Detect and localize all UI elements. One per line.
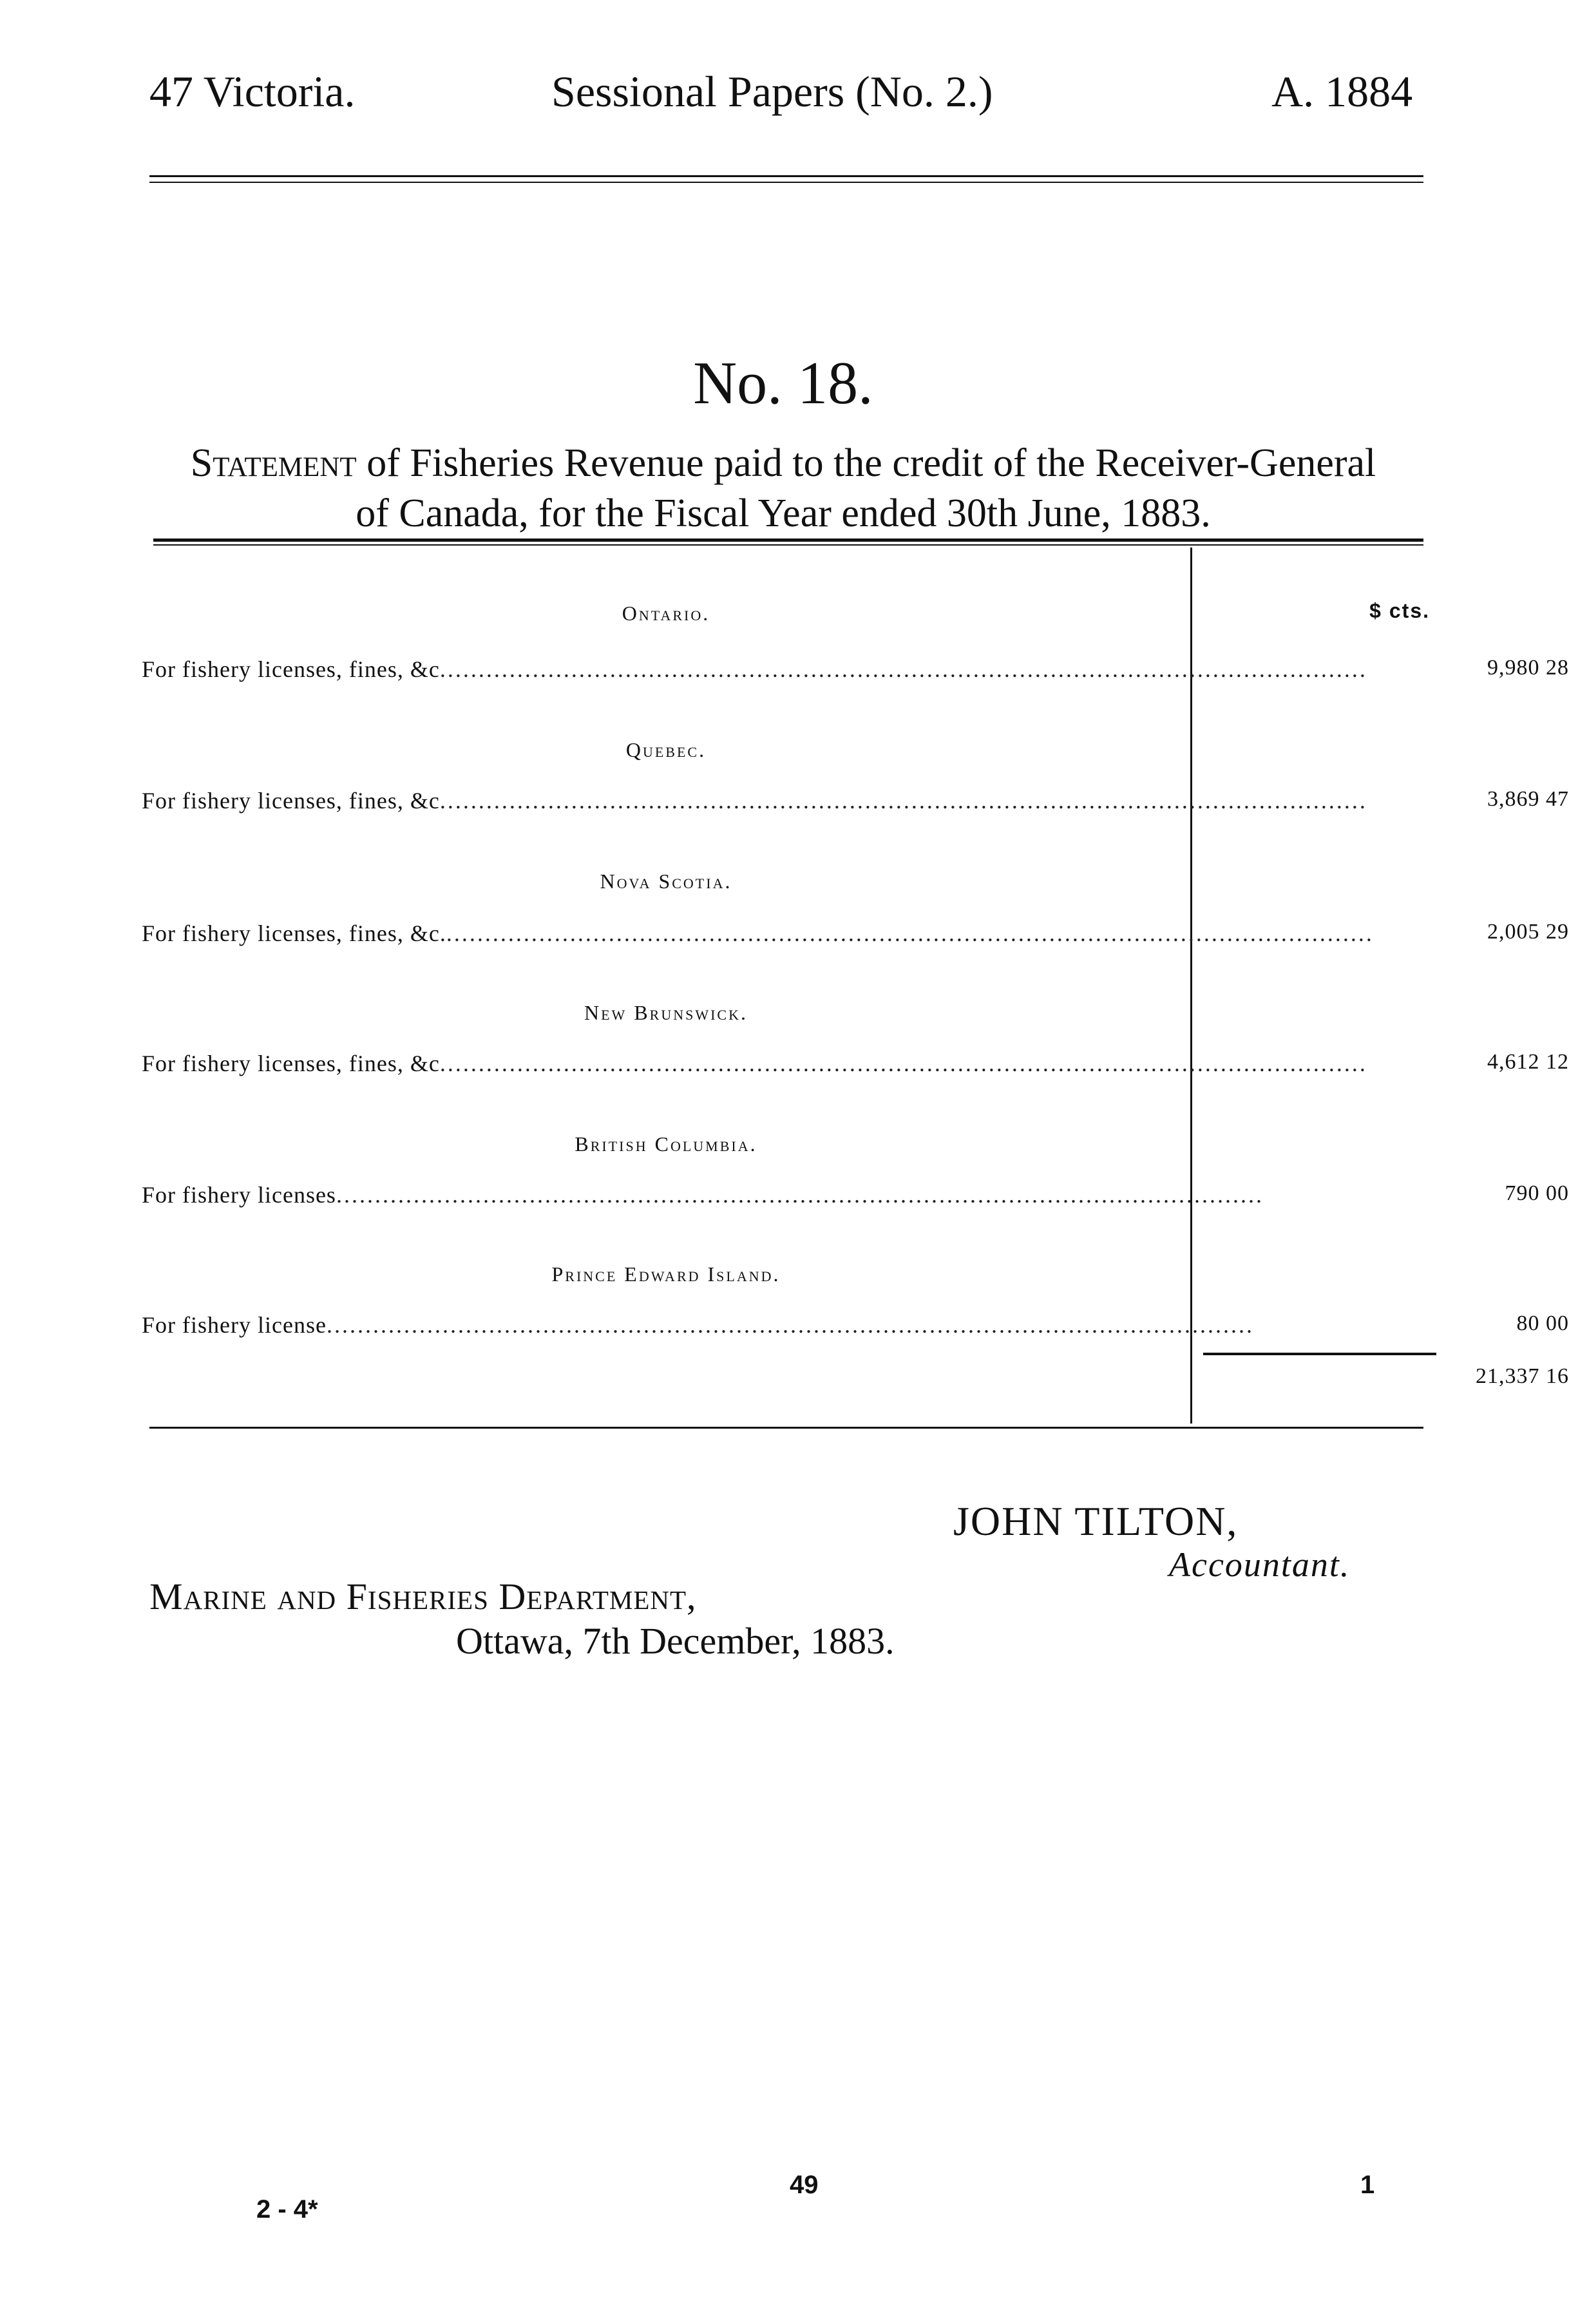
province-new-brunswick: New Brunswick. (584, 1001, 748, 1024)
leader-dots: ........................................................................................................................ (326, 1312, 1254, 1338)
statement-heading (129, 438, 1438, 538)
leader-dots: ........................................................................................................................ (439, 1051, 1367, 1076)
table-rule-bottom (149, 1427, 1423, 1429)
header-year: A. 1884 (1271, 67, 1413, 116)
leader-dots: ........................................................................................................................ (446, 920, 1374, 946)
table-row (142, 787, 1367, 814)
header-rule-bottom (149, 182, 1423, 183)
row-label: For fishery licenses, fines, &c (142, 788, 440, 814)
row-label: For fishery licenses (142, 1182, 336, 1208)
statement-lead: Statement (190, 441, 357, 485)
statement-line1: of Fisheries Revenue paid to the credit of the Receiver-General (356, 441, 1376, 485)
dateline: Ottawa, 7th December, 1883. (456, 1620, 895, 1662)
amount-ontario: 9,980 28 (1487, 656, 1569, 680)
leader-dots: ........................................................................................................................ (336, 1182, 1264, 1208)
province-british-columbia: British Columbia. (575, 1132, 757, 1156)
table-row (142, 1050, 1367, 1077)
header-volume: 47 Victoria. (149, 67, 356, 116)
amount-new-brunswick: 4,612 12 (1487, 1050, 1569, 1074)
leader-dots: ........................................................................................................................ (439, 656, 1367, 682)
signatory-name: JOHN TILTON, (953, 1498, 1239, 1544)
row-label: For fishery licenses, fines, &c (142, 656, 440, 682)
table-row (142, 656, 1367, 683)
table-row (142, 1181, 1264, 1208)
amount-total: 21,337 16 (1476, 1364, 1569, 1388)
amount-nova-scotia: 2,005 29 (1487, 920, 1569, 944)
row-label: For fishery licenses, fines, &c (142, 1051, 440, 1076)
signatory-title: Accountant. (1169, 1545, 1351, 1584)
page-number: 49 (790, 2171, 819, 2199)
footer-mark: 1 (1360, 2171, 1375, 2199)
table-rule-top-thin (153, 544, 1423, 546)
currency-header: $ cts. (1369, 599, 1430, 622)
document-number: No. 18. (693, 350, 873, 417)
sum-rule (1203, 1353, 1436, 1355)
row-label: For fishery licenses, fines, &c. (142, 920, 446, 946)
statement-line2: of Canada, for the Fiscal Year ended 30th June, 1883. (356, 491, 1211, 535)
province-ontario: Ontario. (622, 602, 710, 625)
signature-mark: 2 - 4* (256, 2195, 318, 2224)
table-row (142, 920, 1374, 947)
table-row (142, 1311, 1254, 1338)
department-name: Marine and Fisheries Department, (149, 1576, 697, 1617)
province-quebec: Quebec. (625, 738, 707, 761)
row-label: For fishery license (142, 1312, 327, 1338)
leader-dots: ........................................................................................................................ (439, 788, 1367, 814)
amount-quebec: 3,869 47 (1487, 787, 1569, 811)
header-series: Sessional Papers (No. 2.) (551, 67, 993, 116)
province-prince-edward-island: Prince Edward Island. (551, 1262, 781, 1286)
revenue-table (142, 548, 1569, 1424)
province-nova-scotia: Nova Scotia. (600, 870, 732, 893)
amount-prince-edward-island: 80 00 (1516, 1311, 1569, 1335)
header-rule-top (149, 175, 1423, 177)
table-rule-top (153, 538, 1423, 542)
amount-british-columbia: 790 00 (1505, 1181, 1569, 1205)
